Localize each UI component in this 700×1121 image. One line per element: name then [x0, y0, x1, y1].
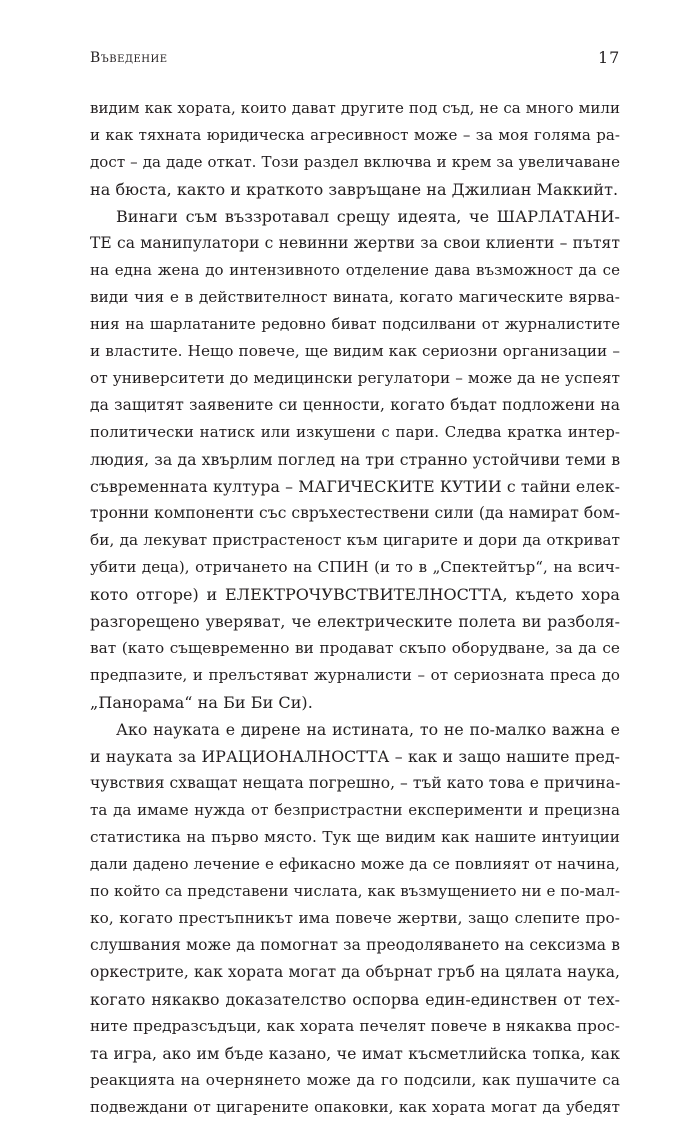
text-line: чувствия схващат нещата погрешно, – тъй като това е причина-: [90, 774, 621, 792]
text-line: когато някакво доказателство оспорва един-единствен от тех-: [90, 990, 620, 1009]
text-line: слушвания може да помогнат за преодоляването на сексизма в: [90, 936, 620, 954]
body-text: [90, 95, 620, 1121]
text-line: съвременната култура – МАГИЧЕСКИТЕ КУТИИ с тайни елек-: [90, 477, 620, 496]
running-head-title: Въведение: [90, 50, 168, 66]
text-line: и как тяхната юридическа агресивност може – за моя голяма ра-: [90, 126, 620, 144]
page-number: 17: [598, 48, 621, 67]
text-line: разгорещено уверяват, че електрическите полета ви разболя-: [90, 612, 620, 631]
text-line: подвеждани от цигарените опаковки, как хората могат да убедят: [90, 1098, 620, 1116]
text-line: реакцията на очернянето може да го подсили, как пушачите са: [90, 1071, 620, 1089]
text-line: ват (като същевременно ви продават скъпо оборудване, за да се: [90, 639, 620, 657]
text-line: и властите. Нещо повече, ще видим как сериозни организации –: [90, 342, 620, 360]
text-line: тронни компоненти със свръхестествени сили (да намират бом-: [90, 504, 620, 522]
text-line: дали дадено лечение е ефикасно може да се повлияят от начина,: [90, 855, 620, 873]
text-line: та игра, ако им бъде казано, че имат късметлийска топка, как: [90, 1044, 620, 1063]
text-line: дост – да даде откат. Този раздел включва и крем за увеличаване: [90, 153, 620, 171]
text-line: от университети до медицински регулатори – може да не успеят: [90, 369, 620, 387]
text-line: убити деца), отричането на СПИН (и то в „Спектейтър“, на всич-: [90, 558, 620, 576]
text-line: ните предразсъдъци, как хората печелят повече в някаква прос-: [90, 1017, 620, 1035]
text-line: ния на шарлатаните редовно биват подсилвани от журналистите: [90, 315, 620, 333]
text-line: кото отгоре) и ЕЛЕКТРОЧУВСТВИТЕЛНОСТТА, където хора: [90, 585, 620, 604]
text-line: на една жена до интензивното отделение дава възможност да се: [90, 261, 620, 279]
text-line: та да имаме нужда от безпристрастни експерименти и прецизна: [90, 801, 620, 819]
text-line: „Панорама“ на Би Би Си).: [90, 693, 313, 712]
text-line: политически натиск или изкушени с пари. Следва кратка интер-: [90, 423, 620, 441]
text-line: и науката за ИРАЦИОНАЛНОСТТА – как и защо нашите пред-: [90, 747, 620, 766]
text-line: видим как хората, които дават другите под съд, не са много мили: [90, 99, 620, 117]
text-line: види чия е в действителност вината, когато магическите вярва-: [90, 288, 620, 306]
text-line: предпазите, и прелъстяват журналисти – от сериозната преса до: [90, 666, 620, 684]
text-line: ко, когато престъпникът има повече жертви, защо слепите про-: [90, 909, 620, 927]
text-line: статистика на първо място. Тук ще видим как нашите интуиции: [90, 828, 620, 846]
text-line: на бюста, както и краткото завръщане на Джилиан Маккийт.: [90, 180, 619, 199]
text-line: людия, за да хвърлим поглед на три странно устойчиви теми в: [90, 450, 621, 469]
text-line: Винаги съм въззротавал срещу идеята, че ШАРЛАТАНИ-: [116, 207, 620, 226]
text-line: ТЕ са манипулатори с невинни жертви за свои клиенти – пътят: [90, 234, 620, 252]
text-line: оркестрите, как хората могат да обърнат гръб на цялата наука,: [90, 963, 620, 981]
text-line: по който са представени числата, как възмущението ни е по-мал-: [90, 882, 620, 900]
text-line: да защитят заявените си ценности, когато бъдат подложени на: [90, 396, 620, 414]
text-line: би, да лекуват пристрастеност към цигарите и дори да откриват: [90, 531, 620, 549]
text-line: Ако науката е дирене на истината, то не по-малко важна е: [116, 720, 620, 739]
